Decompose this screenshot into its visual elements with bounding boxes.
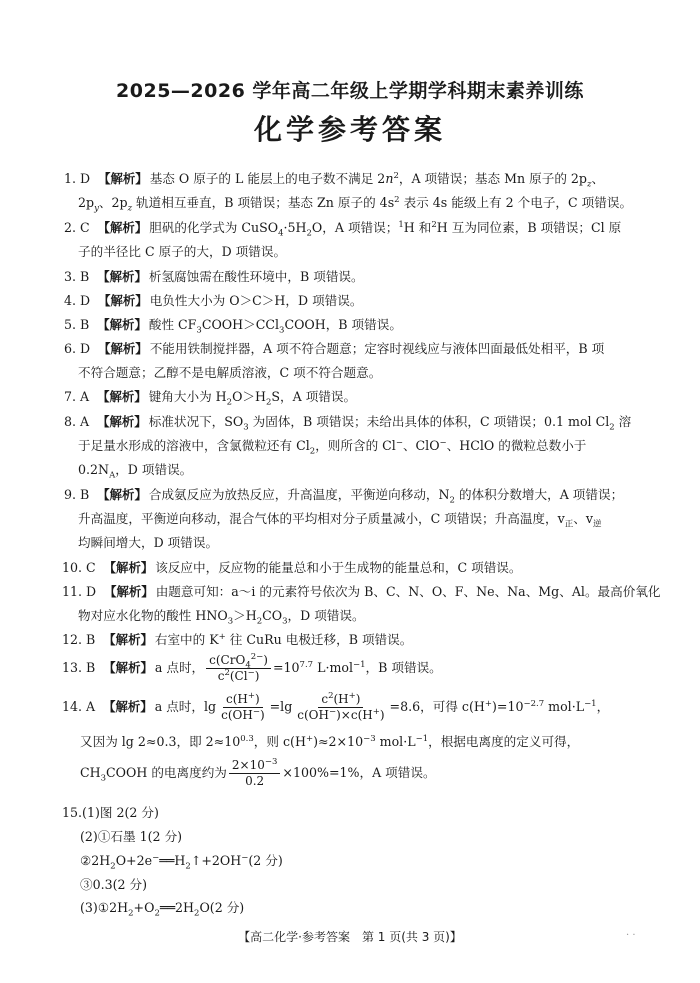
- fraction: $\frac{c^2(H^+)}{c(OH^-)\times c(H^+)}$: [297, 691, 385, 722]
- answer-8: 8. A 【解析】 标准状况下，$SO_3$ 为固体，B 项错误；未给出具体的体积，C 项错误；0.1 mol $Cl_2$ 溶: [64, 414, 632, 433]
- answer-8-cont: 于足量水形成的溶液中，含氯微粒还有 $Cl_2$，则所含的 Cl−、ClO−、HClO 的微粒总数小于: [78, 437, 587, 457]
- answer-9: 9. B 【解析】 合成氨反应为放热反应，升高温度，平衡逆向移动，$N_2$ 的体积分数增大，A 项错误；: [64, 487, 624, 506]
- answer-14-cont: 又因为 lg 2≈0.3，即 $2\approx 10^{0.3}$，则 $c(H^+)\approx 2\times 10^{-3}$ $mol\cdot L^{-1}$，根据电离度的定义可得，: [80, 733, 580, 749]
- answer-11: 11. D 【解析】 由题意可知：a～i 的元素符号依次为 B、C、N、O、F、Ne、Na、Mg、Al。最高价氧化: [62, 584, 661, 599]
- answer-15: 15.(1)图 2(2 分): [62, 805, 159, 820]
- answer-6-cont: 不符合题意；乙醇不是电解质溶液，C 项不符合题意。: [78, 365, 382, 380]
- answer-15-part2: (2)①石墨 1(2 分): [80, 829, 183, 844]
- answer-13: 13. B 【解析】 a 点时， $\frac{c(CrO_4^{2-})}{c^2(Cl^-)}$ $=10^{7.7}$ L·mol$^{-1}$，B 项错误。: [62, 652, 442, 683]
- answer-9-cont2: 均瞬间增大，D 项错误。: [78, 535, 219, 550]
- answer-15-part2b: $②2H_2O+2e^-══H_2↑+2OH^-(2$ 分): [80, 852, 283, 872]
- answer-11-cont: 物对应水化物的酸性 $HNO_3>H_2CO_3$，D 项错误。: [78, 608, 365, 627]
- answer-4: 4. D 【解析】 电负性大小为 O＞C＞H，D 项错误。: [64, 293, 363, 308]
- answer-2-cont: 子的半径比 C 原子的大，D 项错误。: [78, 244, 287, 259]
- answer-3: 3. B 【解析】 析氢腐蚀需在酸性环境中，B 项错误。: [64, 269, 364, 284]
- answer-5: 5. B 【解析】 酸性 $CF_3COOH>CCl_3COOH$，B 项错误。: [64, 317, 402, 336]
- answer-15-part3: $(3)①2H_2+O_2══2H_2O(2$ 分): [80, 900, 245, 919]
- answer-14: 14. A 【解析】 a 点时，lg $\frac{c(H^+)}{c(OH^-)}$ =lg $\frac{c^2(H^+)}{c(OH^-)\times c(H^+)}$ =8.6，可得 $c(H^+)=10^{-2.7}$ $mol\cdot L^{-1}$，: [62, 691, 610, 722]
- answer-10: 10. C 【解析】 该反应中，反应物的能量总和小于生成物的能量总和，C 项错误。: [62, 560, 522, 575]
- answer-15-part2c: ③0.3(2 分): [80, 877, 148, 892]
- answer-6: 6. D 【解析】 不能用铁制搅拌器，A 项不符合题意；定容时视线应与液体凹面最低处相平，B 项: [64, 341, 605, 356]
- fraction: $\frac{2\times 10^{-3}}{0.2}$: [229, 758, 281, 789]
- fraction: $\frac{c(H^+)}{c(OH^-)}$: [221, 691, 265, 722]
- scan-mark: · ·: [626, 930, 636, 941]
- answer-1-cont: $2p_y$、$2p_z$ 轨道相互垂直，B 项错误；基态 Zn 原子的 $4s^2$ 表示 4s 能级上有 2 个电子，C 项错误。: [78, 194, 633, 214]
- answer-12: 12. B 【解析】 右室中的 K+ 往 CuRu 电极迁移，B 项错误。: [62, 631, 413, 647]
- page-footer: 【高二化学·参考答案 第 1 页(共 3 页)】: [238, 930, 462, 944]
- answer-9-cont: 升高温度，平衡逆向移动，混合气体的平均相对分子质量减小，C 项错误；升高温度，$v_正$、$v_逆$: [78, 511, 602, 530]
- page-subtitle: 化学参考答案: [253, 113, 446, 146]
- answer-7: 7. A 【解析】 键角大小为 $H_2O>H_2S$，A 项错误。: [64, 389, 357, 408]
- answer-8-cont2: $0.2N_A$，D 项错误。: [78, 462, 193, 481]
- answer-2: 2. C 【解析】 胆矾的化学式为 $CuSO_4\cdot 5H_2O$，A 项错误；$^1$H 和$^2$H 互为同位素，B 项错误；Cl 原: [64, 219, 622, 239]
- page-title: 2025—2026 学年高二年级上学期学科期末素养训练: [116, 80, 584, 102]
- answer-1: 1. D 【解析】 基态 O 原子的 L 能层上的电子数不满足 $2n^2$，A 项错误；基态 Mn 原子的 $2p_z$、: [64, 170, 605, 190]
- answer-14-cont2: $CH_3COOH$ 的电离度约为 $\frac{2\times 10^{-3}}{0.2}$ ×100%=1%，A 项错误。: [80, 757, 436, 788]
- fraction: $\frac{c(CrO_4^{2-})}{c^2(Cl^-)}$: [206, 653, 271, 684]
